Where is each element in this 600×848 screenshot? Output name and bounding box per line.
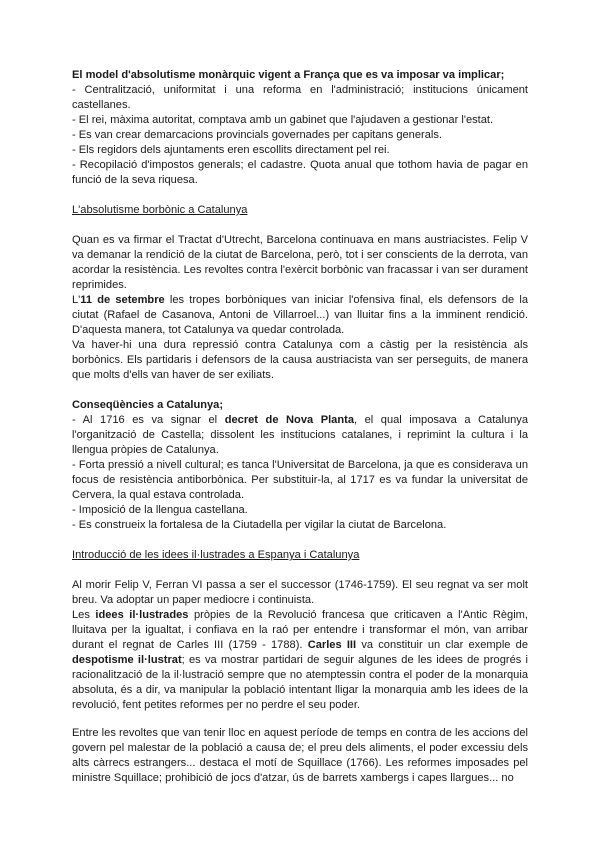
bold-term: despotisme il·lustrat — [72, 654, 182, 666]
paragraph: Quan es va firmar el Tractat d'Utrecht, Barcelona continuava en mans austriacistes. Felip V va demanar la rendició de la ciutat de Barcelona, però, tot i ser conscients de la derrota, van acordar la resistència. Les revoltes contra l'exèrcit borbònic van fracassar i van ser durament reprimides. — [72, 234, 528, 291]
paragraph: L'11 de setembre les tropes borbòniques van iniciar l'ofensiva final, els defensors de la ciutat (Rafael de Casanova, Antoni de Villarroel...) van lluitar fins a la imminent rendició. D'aquesta manera, tot Catalunya va quedar controlada. — [72, 294, 529, 336]
list-item: - El rei, màxima autoritat, comptava amb un gabinet que l'ajudaven a gestionar l'estat. — [72, 114, 494, 126]
list-item: - Al 1716 es va signar el decret de Nova Planta, el qual imposava a Catalunya l'organització de Castella; dissolent les institucions catalanes, i reprimint la cultura i la llengua pròpies de Catalunya. — [72, 414, 528, 456]
section-heading-consequences: Conseqüències a Catalunya; — [72, 399, 224, 411]
section-heading-absolutism-model: El model d'absolutisme monàrquic vigent a França que es va imposar va implicar; — [72, 69, 505, 81]
section-heading-enlightenment: Introducció de les idees il·lustrades a Espanya i Catalunya — [72, 549, 360, 561]
list-item: - Forta pressió a nivell cultural; es tanca l'Universitat de Barcelona, ja que es considerava un focus de resistència antiborbònica. Per substituir-la, al 1717 es va fundar la universitat de Cervera, la qual estava controlada. — [72, 459, 528, 501]
list-item: - Es van crear demarcacions provincials governades per capitans generals. — [72, 129, 442, 141]
bold-term: decret de Nova Planta — [224, 414, 354, 426]
paragraph: Les idees il·lustrades pròpies de la Revolució francesa que criticaven a l'Antic Règim, lluitava per la igualtat, i confiava en la raó per entendre i transformar el món, van arribar durant el regnat de Carles III (1759 - 1788). Carles III va constituir un clar exemple de despotisme il·lustrat; es va mostrar partidari de seguir algunes de les idees de progrés i racionalització de la il·lustració sempre que no atemptessin contra el poder de la monarquia absoluta, és a dir, va manipular la població intentant lligar la monarquia amb les idees de la revolució, fent petites reformes per no perdre el seu poder. — [72, 609, 529, 711]
list-item: - Imposició de la llengua castellana. — [72, 504, 248, 516]
list-item: - Centralització, uniformitat i una reforma en l'administració; institucions únicament castellanes. — [72, 84, 528, 111]
paragraph: Entre les revoltes que van tenir lloc en aquest període de temps en contra de les accions del govern pel malestar de la població a causa de; el preu dels aliments, el poder excessiu dels alts càrrecs estrangers... destaca el motí de Squillace (1766). Les reformes imposades pel ministre Squillace; prohibició de jocs d'atzar, ús de barrets xambergs i capes llargues... no — [72, 727, 528, 784]
bold-term: idees il·lustrades — [95, 609, 189, 621]
paragraph: Al morir Felip V, Ferran VI passa a ser el successor (1746-1759). El seu regnat va ser molt breu. Va adoptar un paper mediocre i continuista. — [72, 579, 528, 606]
document-page — [72, 68, 528, 786]
paragraph: Va haver-hi una dura repressió contra Catalunya com a càstig per la resistència als borbònics. Els partidaris i defensors de la causa austriacista van ser perseguits, de manera que molts d'ells van haver de ser exiliats. — [72, 339, 528, 381]
list-item: - Els regidors dels ajuntaments eren escollits directament pel rei. — [72, 144, 390, 156]
section-heading-bourbon-absolutism: L'absolutisme borbònic a Catalunya — [72, 204, 248, 216]
list-item: - Recopilació d'impostos generals; el cadastre. Quota anual que tothom havia de pagar en funció de la seva riquesa. — [72, 159, 528, 186]
bold-date: 11 de setembre — [80, 294, 165, 306]
bold-term: Carles III — [307, 639, 357, 651]
list-item: - Es construeix la fortalesa de la Ciutadella per vigilar la ciutat de Barcelona. — [72, 519, 447, 531]
